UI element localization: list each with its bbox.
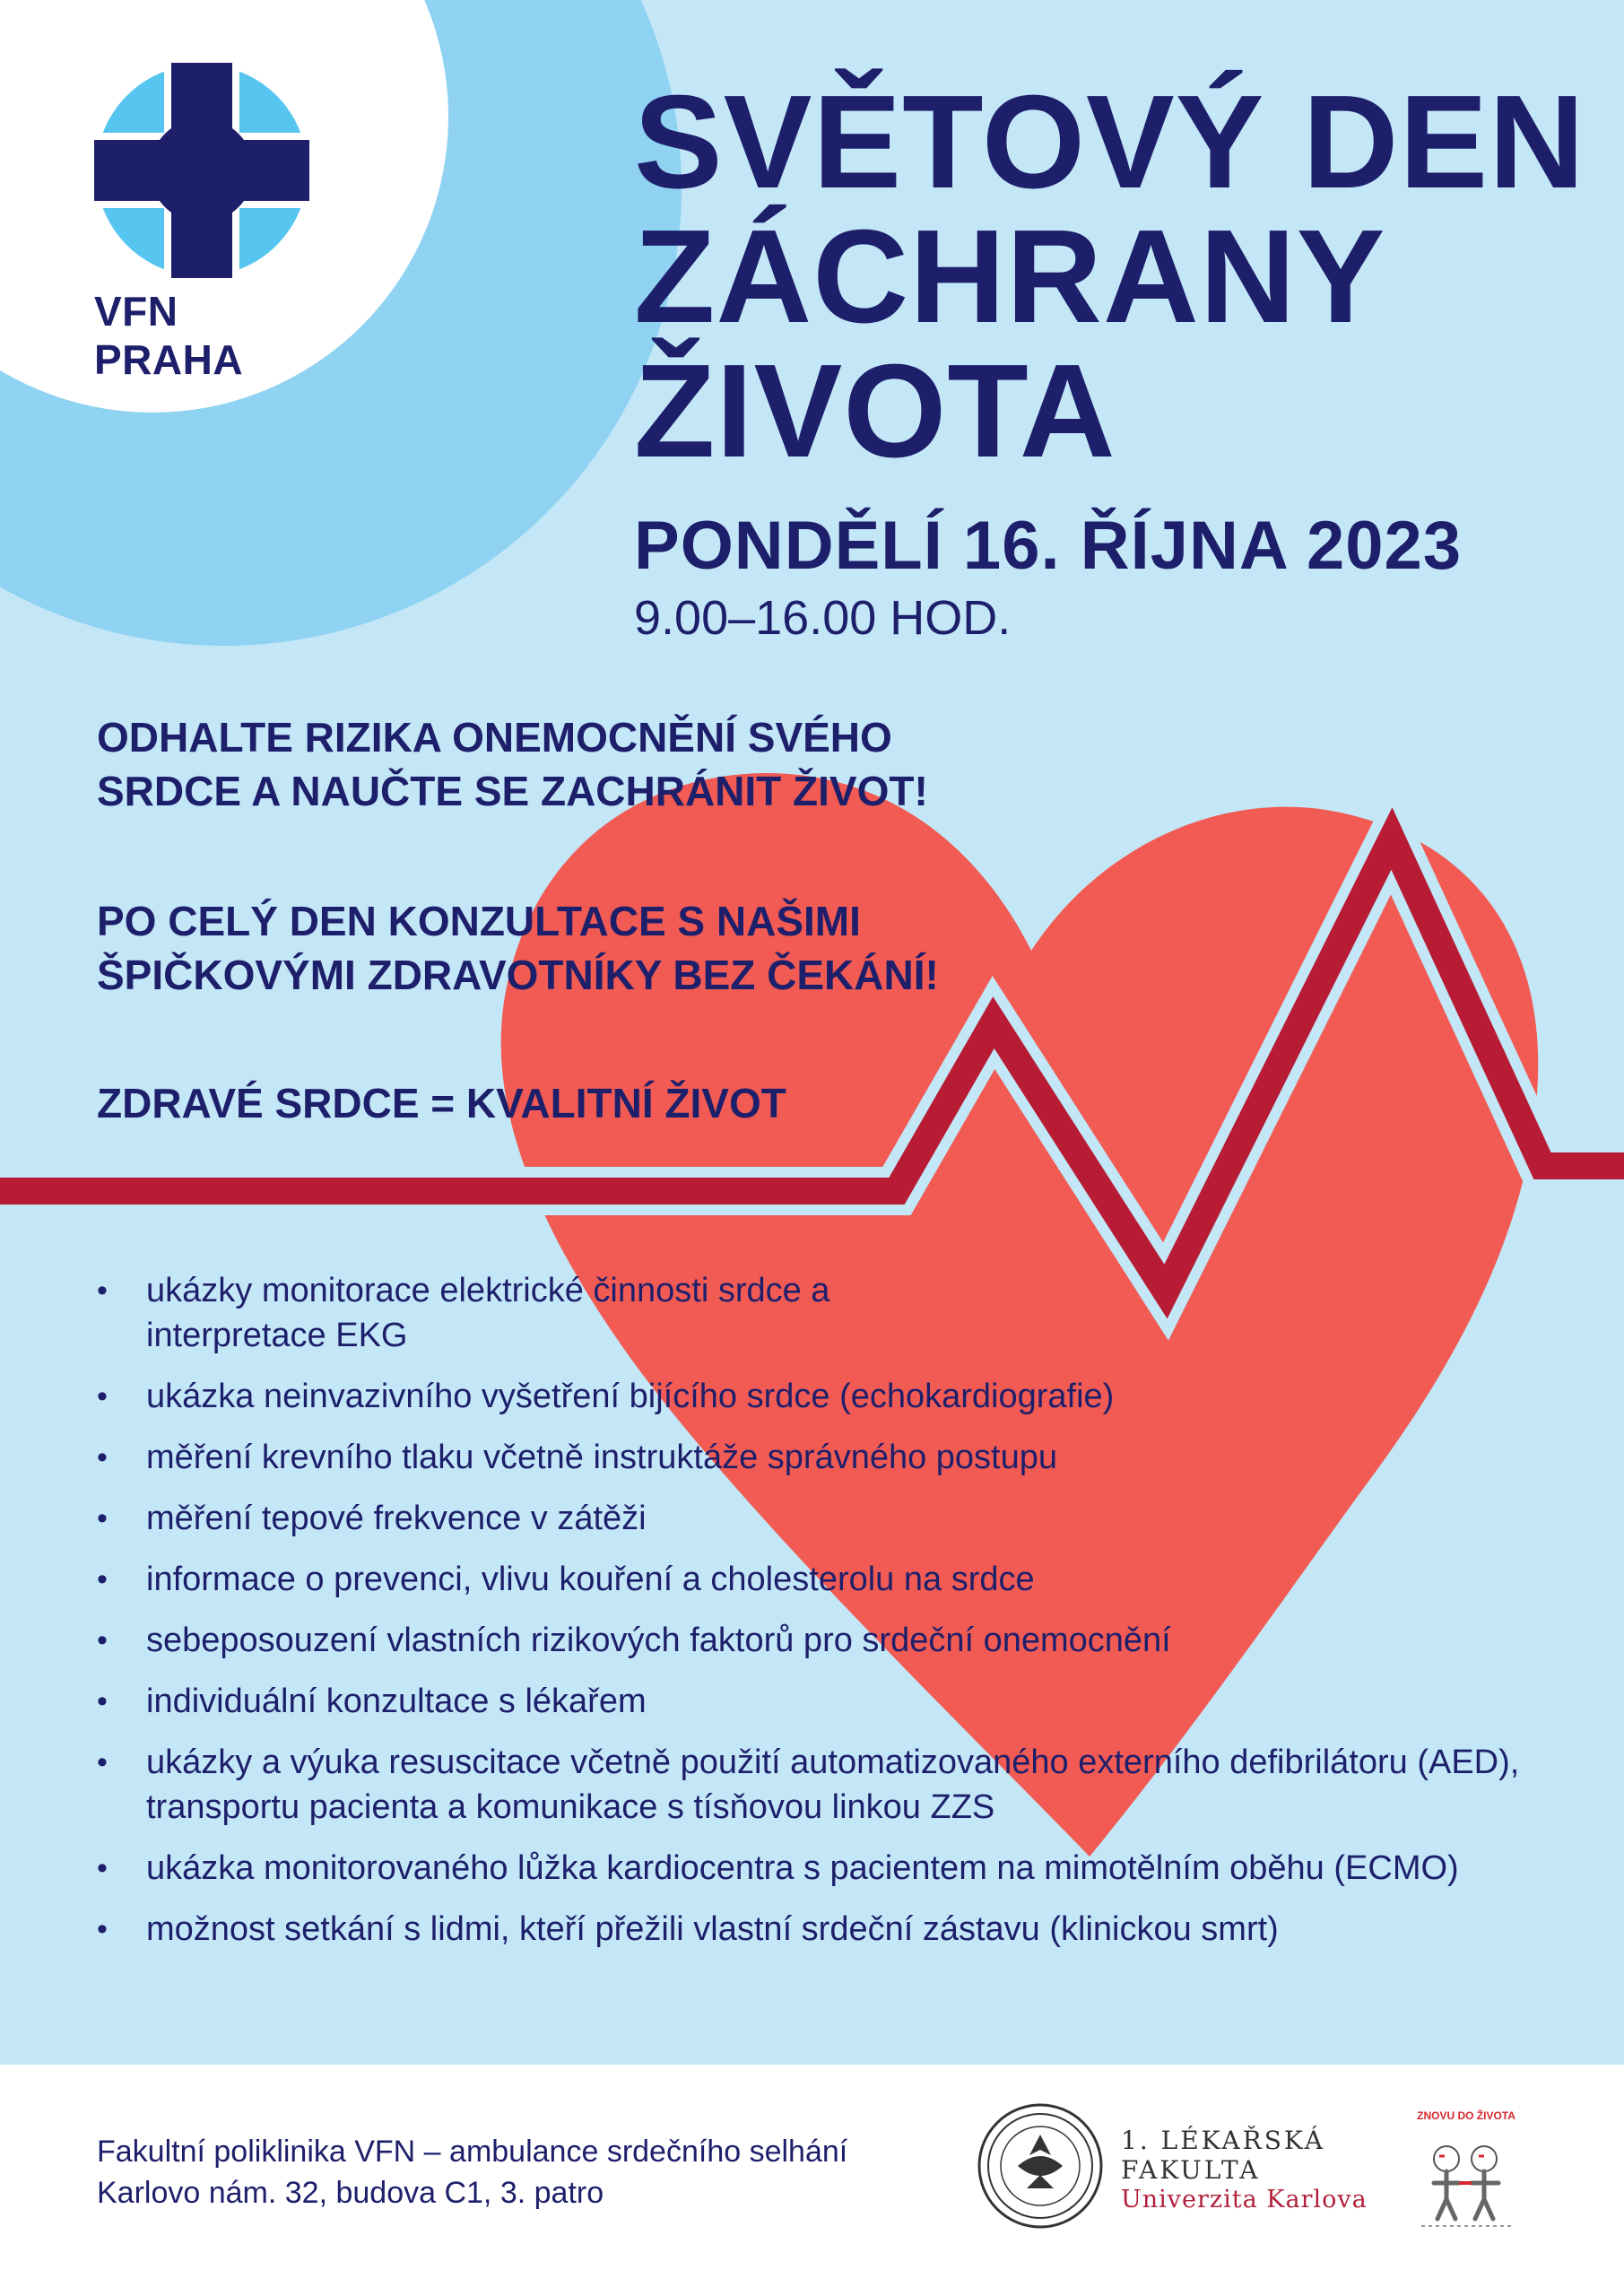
footer-location-line-1: Fakultní poliklinika VFN – ambulance srdečního selhání [97, 2135, 848, 2169]
list-item: • měření tepové frekvence v zátěži [97, 1496, 1532, 1541]
lead-statement-2: PO CELÝ DEN KONZULTACE S NAŠIMI ŠPIČKOVÝMI ZDRAVOTNÍKY BEZ ČEKÁNÍ! [97, 898, 939, 998]
list-item: • ukázka monitorovaného lůžka kardiocentra s pacientem na mimotělním oběhu (ECMO) [97, 1846, 1545, 1891]
faculty-name [1121, 2126, 1368, 2214]
list-item: • ukázky a výuka resuscitace včetně použití automatizovaného externího defibrilátoru (AED), transportu pacienta a komunikace s tísňovou linkou ZZS [97, 1740, 1527, 1830]
faculty-line-2: FAKULTA [1121, 2155, 1261, 2185]
title-line-2: ZÁCHRANY [634, 203, 1386, 351]
activities-list [97, 1268, 1532, 1968]
footer-location-line-2: Karlovo nám. 32, budova C1, 3. patro [97, 2176, 604, 2210]
logo-text: VFN PRAHA [94, 288, 244, 383]
faculty-line-1: 1. LÉKAŘSKÁ [1121, 2126, 1325, 2155]
title-line-3: ŽIVOTA [634, 337, 1116, 485]
lead-statement-1: ODHALTE RIZIKA ONEMOCNĚNÍ SVÉHO SRDCE A NAUČTE SE ZACHRÁNIT ŽIVOT! [97, 714, 928, 814]
title-line-1: SVĚTOVÝ DEN [634, 68, 1586, 216]
list-item: • ukázky monitorace elektrické činnosti srdce a interpretace EKG [97, 1268, 953, 1358]
list-item: • měření krevního tlaku včetně instruktáže správného postupu [97, 1435, 1532, 1480]
event-date: PONDĚLÍ 16. ŘÍJNA 2023 [634, 508, 1463, 584]
list-item: • sebeposouzení vlastních rizikových faktorů pro srdeční onemocnění [97, 1618, 1532, 1663]
znovu-do-zivota-logo-icon [1412, 2109, 1520, 2235]
partner-logo-label: ZNOVU DO ŽIVOTA [1417, 2109, 1515, 2122]
list-item: • individuální konzultace s lékařem [97, 1679, 1532, 1724]
event-time: 9.00–16.00 HOD. [634, 591, 1012, 645]
list-item: • možnost setkání s lidmi, kteří přežili vlastní srdeční zástavu (klinickou smrt) [97, 1907, 1532, 1952]
university-seal-icon [977, 2103, 1103, 2229]
list-item: • informace o prevenci, vlivu kouření a cholesterolu na srdce [97, 1557, 1532, 1602]
list-item: • ukázka neinvazivního vyšetření bijícího srdce (echokardiografie) [97, 1374, 1532, 1419]
lead-slogan: ZDRAVÉ SRDCE = KVALITNÍ ŽIVOT [97, 1080, 786, 1126]
university-name: Univerzita Karlova [1121, 2186, 1368, 2213]
footer-location [97, 2131, 847, 2213]
